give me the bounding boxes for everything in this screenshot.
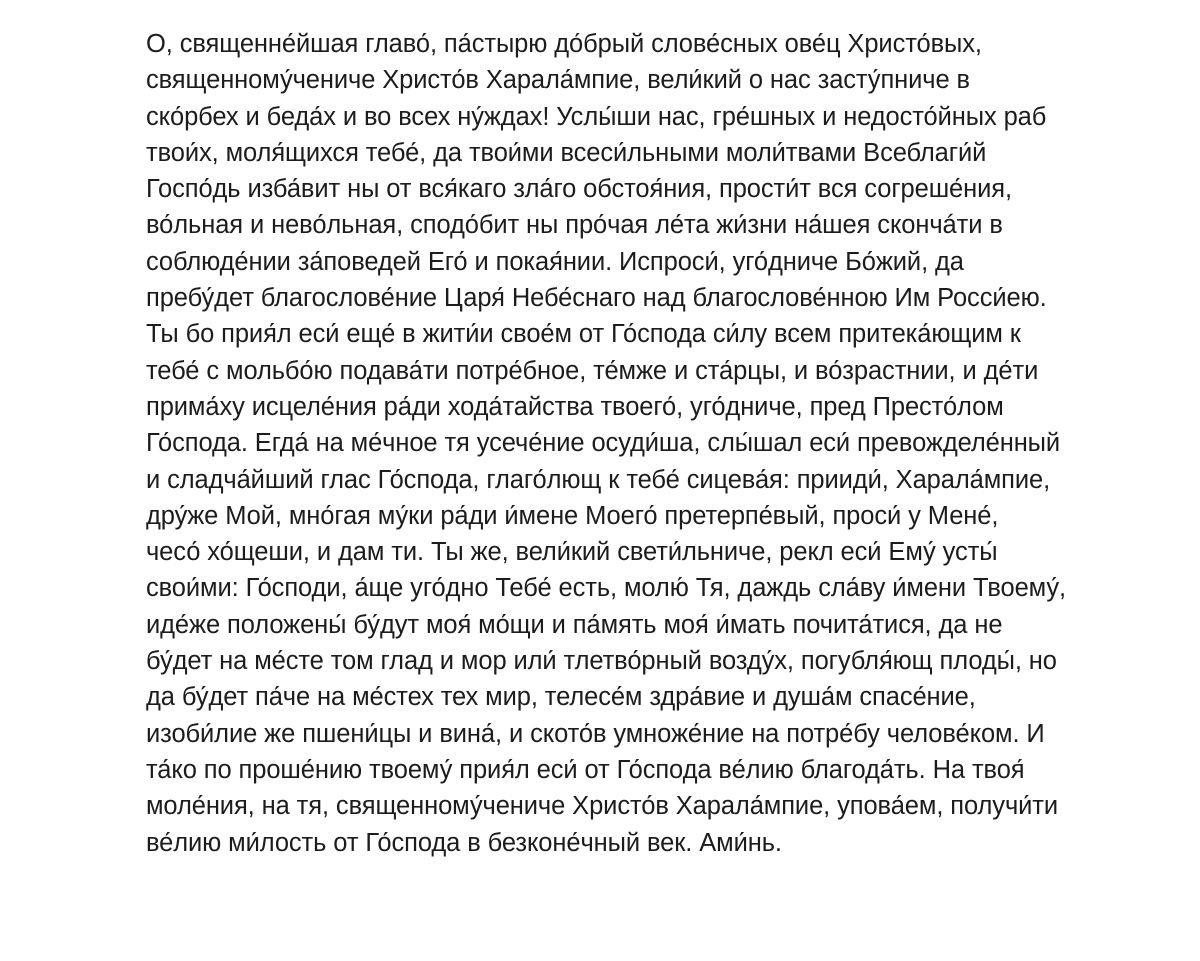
text-line: Ты бо прия́л еси́ еще́ в жити́и свое́м от Го́спода си́лу всем притека́ющим к: [146, 320, 1021, 349]
text-line: прима́ху исцеле́ния ра́ди хода́тайства твоего́, уго́дниче, пред Престо́лом: [146, 392, 1004, 421]
text-line: и сладча́йший глас Го́спода, глаго́лющ к тебе́ сицева́я: прииди́, Харала́мпие,: [146, 465, 1051, 494]
prayer-text: [146, 26, 1156, 861]
text-line: Го́спода. Егда́ на ме́чное тя усече́ние осуди́ша, слы́шал еси́ превожделе́нный: [146, 429, 1061, 458]
text-line: твои́х, моля́щихся тебе́, да твои́ми всеси́льными моли́твами Всеблаги́й: [146, 138, 987, 167]
text-line: ве́лию ми́лость от Го́спода в безконе́чный век. Ами́нь.: [146, 828, 782, 857]
text-line: дру́же Мой, мно́гая му́ки ра́ди и́мене Моего́ претерпе́вый, проси́ у Мене́,: [146, 501, 999, 530]
text-line: пребу́дет благослове́ние Царя́ Небе́снаго над благослове́нною Им Росси́ею.: [146, 284, 1047, 313]
text-line: бу́дет на ме́сте том глад и мор или́ тлетво́рный возду́х, погубля́ющ плоды́, но: [146, 647, 1057, 676]
text-line: священному́чениче Христо́в Харала́мпие, вели́кий о нас засту́пниче в: [146, 66, 970, 95]
text-line: О, священне́йшая главо́, па́стырю до́брый слове́сных ове́ц Христо́вых,: [146, 30, 982, 58]
text-line: свои́ми: Го́споди, а́ще уго́дно Тебе́ есть, молю́ Тя, даждь сла́ву и́мени Твоему́,: [146, 574, 1067, 603]
text-line: тебе́ с мольбо́ю подава́ти потре́бное, те́мже и ста́рцы, и во́зрастнии, и де́ти: [146, 356, 1039, 385]
text-line: чесо́ хо́щеши, и дам ти. Ты же, вели́кий свети́льниче, рекл еси́ Ему́ усты́: [146, 538, 998, 567]
text-line: во́льная и нево́льная, сподо́бит ны про́чая ле́та жи́зни на́шея скончáти в: [146, 211, 1003, 240]
text-line: Госпо́дь изба́вит ны от вся́каго зла́го обстоя́ния, прости́т вся согреше́ния,: [146, 175, 1012, 204]
text-line: моле́ния, на тя, священному́чениче Христо́в Харала́мпие, упова́ем, получи́ти: [146, 792, 1058, 821]
text-line: соблюде́нии за́поведей Его́ и покая́нии. Испроси́, уго́дниче Бо́жий, да: [146, 247, 964, 276]
text-line: иде́же положены́ бу́дут моя́ мо́щи и па́мять моя́ и́мать почита́тися, да не: [146, 610, 1003, 639]
text-line: та́ко по проше́нию твоему́ прия́л еси́ от Го́спода ве́лию благода́ть. На твоя́: [146, 755, 1025, 784]
text-line: да бу́дет па́че на ме́стех тех мир, телесе́м здра́вие и душа́м спасе́ние,: [146, 683, 976, 712]
text-line: изоби́лие же пшени́цы и вина́, и ското́в умноже́ние на потре́бу челове́ком. И: [146, 719, 1045, 748]
text-line: ско́рбех и беда́х и во всех ну́ждах! Услы́ши нас, гре́шных и недосто́йных раб: [146, 102, 1047, 131]
